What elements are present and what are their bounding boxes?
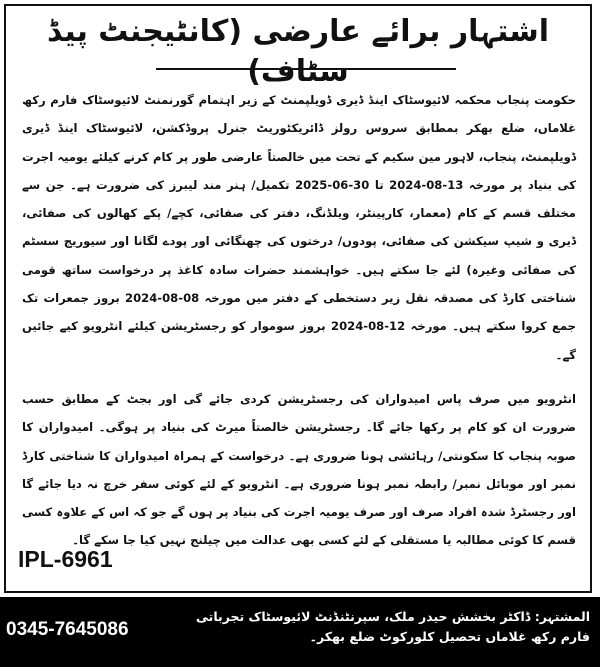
reference-number: IPL-6961 [18, 546, 113, 572]
advertiser-name: المشتہر: ڈاکٹر بخشش حیدر ملک، سپرنٹنڈنٹ لائیوسٹاک تجرباتی فارم رکھ غلاماں تحصیل کلورکوٹ ضلع بھکر۔ [195, 609, 590, 644]
ad-paragraph-2: انٹرویو میں صرف پاس امیدواران کی رجسٹریشن کردی جائے گی اور بجٹ کے مطابق حسب ضرورت ان کو کام پر رکھا جائے گا۔ رجسٹریشن خالصتاً میرٹ کی بنیاد پر ہوگی۔ امیدواران کا صوبہ پنجاب کا سکونتی/ رہائشی ہونا ضروری ہے۔ درخواست کے ہمراہ امیدواران کا شناختی کارڈ نمبر اور موبائل نمبر/ رابطہ نمبر ہونا ضروری ہے۔ انٹرویو کے لئے کوئی سفر خرچ نہ دیا جائے گا اور رجسٹرڈ شدہ افراد صرف اور صرف یومیہ اجرت کی بنیاد پر ہوں گے جو کہ اس کے علاوہ کسی قسم کا کوئی مطالبہ یا مستقلی کے لئے کسی بھی عدالت میں چیلنج نہیں کیا جا سکے گا۔ [22, 391, 576, 548]
ad-title: اشتہار برائے عارضی (کانٹیجنٹ پیڈ سٹاف) [47, 14, 549, 89]
title-underline [156, 68, 456, 70]
ad-paragraph-1: حکومت پنجاب محکمہ لائیوسٹاک اینڈ ڈیری ڈویلپمنٹ کے زیر اہتمام گورنمنٹ لائیوسٹاک فارم رکھ غلاماں، ضلع بھکر بمطابق سروس رولز ڈائریکٹوریٹ جنرل پروڈکشن، لائیوسٹاک اینڈ ڈیری ڈویلپمنٹ، پنجاب، لاہور مین سکیم کے تحت میں خالصتاً عارضی طور پر کام کرنے کیلئے یومیہ اجرت کی بنیاد پر مورخہ 13-08-2024 تا 30-06-2025 تکمیل/ ہنر مند لیبرز کی ضرورت ہے۔ جن سے مختلف قسم کے کام (معمار، کارپینٹر، ویلڈنگ، دفتر کی صفائی، کچے/ پکے کھالوں کی صفائی، ڈیری و شیپ سیکشن کی صفائی، پودوں/ درختوں کی چھنگائی اور پودے لگانا اور سیوریج سسٹم کی صفائی وغیرہ) لئے جا سکتے ہیں۔ خواہشمند حضرات سادہ کاغذ پر درخواست ساتھ قومی شناختی کارڈ کی مصدقہ نقل زیر دستخطی کے دفتر میں مورخہ 08-08-2024 بروز جمعرات تک جمع کروا سکتے ہیں۔ مورخہ 12-08-2024 بروز سوموار کو رجسٹریشن کیلئے انٹرویو کیے جائیں گے۔ [22, 93, 577, 362]
advertiser-footer [0, 597, 600, 667]
contact-phone: 0345-7645086 [6, 619, 129, 640]
advertisement-frame [4, 4, 592, 593]
ad-body [22, 86, 576, 555]
